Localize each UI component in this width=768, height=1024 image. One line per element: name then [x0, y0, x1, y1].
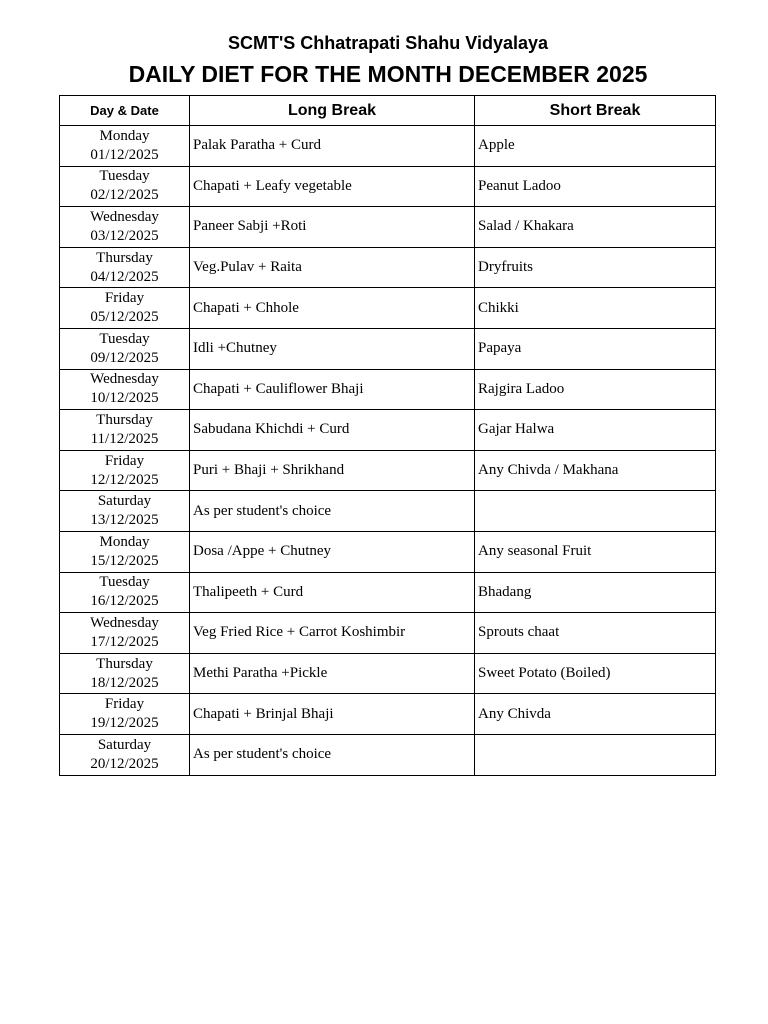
day-name: Friday — [104, 696, 145, 713]
short-break-cell: Chikki — [475, 288, 716, 329]
date: 03/12/2025 — [90, 227, 159, 244]
table-row — [60, 734, 716, 775]
day-name: Wednesday — [90, 208, 159, 225]
long-break-cell: Paneer Sabji +Roti — [190, 207, 475, 248]
short-break-cell: Gajar Halwa — [475, 410, 716, 451]
table-row — [60, 369, 716, 410]
day-name: Friday — [104, 290, 145, 307]
column-header-day-date: Day & Date — [60, 96, 190, 126]
column-header-long-break: Long Break — [190, 96, 475, 126]
day-date-cell — [60, 207, 190, 248]
table-row — [60, 613, 716, 654]
day-date-cell — [60, 572, 190, 613]
day-date-cell — [60, 166, 190, 207]
short-break-cell: Any Chivda — [475, 694, 716, 735]
long-break-cell: Palak Paratha + Curd — [190, 126, 475, 167]
day-name: Thursday — [96, 249, 153, 266]
date: 18/12/2025 — [90, 674, 159, 691]
short-break-cell: Salad / Khakara — [475, 207, 716, 248]
short-break-cell — [475, 734, 716, 775]
page-title: DAILY DIET FOR THE MONTH DECEMBER 2025 — [128, 61, 648, 87]
table-row — [60, 166, 716, 207]
day-date-cell — [60, 369, 190, 410]
date: 09/12/2025 — [90, 349, 159, 366]
column-header-short-break: Short Break — [475, 96, 716, 126]
table-row — [60, 328, 716, 369]
date: 04/12/2025 — [90, 268, 159, 285]
table-row — [60, 694, 716, 735]
diet-table — [59, 95, 716, 776]
day-name: Monday — [99, 127, 150, 144]
day-date-cell — [60, 328, 190, 369]
long-break-cell: Thalipeeth + Curd — [190, 572, 475, 613]
date: 13/12/2025 — [90, 512, 159, 529]
short-break-cell — [475, 491, 716, 532]
day-date-cell — [60, 531, 190, 572]
short-break-cell: Apple — [475, 126, 716, 167]
date: 05/12/2025 — [90, 309, 159, 326]
long-break-cell: Methi Paratha +Pickle — [190, 653, 475, 694]
table-body — [60, 126, 716, 776]
long-break-cell: Dosa /Appe + Chutney — [190, 531, 475, 572]
table-row — [60, 126, 716, 167]
short-break-cell: Dryfruits — [475, 247, 716, 288]
day-name: Tuesday — [99, 574, 150, 591]
day-name: Saturday — [97, 736, 152, 753]
day-name: Wednesday — [90, 371, 159, 388]
day-name: Thursday — [96, 411, 153, 428]
day-name: Friday — [104, 452, 145, 469]
day-date-cell — [60, 247, 190, 288]
table-row — [60, 450, 716, 491]
short-break-cell: Rajgira Ladoo — [475, 369, 716, 410]
day-name: Tuesday — [99, 168, 150, 185]
short-break-cell: Papaya — [475, 328, 716, 369]
date: 15/12/2025 — [90, 552, 159, 569]
long-break-cell: Sabudana Khichdi + Curd — [190, 410, 475, 451]
school-name: SCMT'S Chhatrapati Shahu Vidyalaya — [227, 33, 549, 53]
date: 12/12/2025 — [90, 471, 159, 488]
long-break-cell: Chapati + Chhole — [190, 288, 475, 329]
day-date-cell — [60, 410, 190, 451]
date: 02/12/2025 — [90, 187, 159, 204]
date: 17/12/2025 — [90, 633, 159, 650]
short-break-cell: Bhadang — [475, 572, 716, 613]
day-date-cell — [60, 126, 190, 167]
table-row — [60, 207, 716, 248]
day-date-cell — [60, 613, 190, 654]
long-break-cell: Chapati + Cauliflower Bhaji — [190, 369, 475, 410]
date: 16/12/2025 — [90, 593, 159, 610]
long-break-cell: As per student's choice — [190, 491, 475, 532]
table-row — [60, 653, 716, 694]
table-row — [60, 410, 716, 451]
day-date-cell — [60, 694, 190, 735]
day-date-cell — [60, 491, 190, 532]
day-name: Thursday — [96, 655, 153, 672]
long-break-cell: Chapati + Brinjal Bhaji — [190, 694, 475, 735]
short-break-cell: Sprouts chaat — [475, 613, 716, 654]
short-break-cell: Any Chivda / Makhana — [475, 450, 716, 491]
day-date-cell — [60, 450, 190, 491]
table-row — [60, 531, 716, 572]
day-name: Tuesday — [99, 330, 150, 347]
table-row — [60, 288, 716, 329]
table-row — [60, 572, 716, 613]
day-date-cell — [60, 653, 190, 694]
table-row — [60, 247, 716, 288]
date: 10/12/2025 — [90, 390, 159, 407]
day-name: Saturday — [97, 493, 152, 510]
long-break-cell: Veg.Pulav + Raita — [190, 247, 475, 288]
day-name: Monday — [99, 533, 150, 550]
long-break-cell: Puri + Bhaji + Shrikhand — [190, 450, 475, 491]
short-break-cell: Sweet Potato (Boiled) — [475, 653, 716, 694]
day-name: Wednesday — [90, 614, 159, 631]
table-row — [60, 491, 716, 532]
long-break-cell: Idli +Chutney — [190, 328, 475, 369]
long-break-cell: Chapati + Leafy vegetable — [190, 166, 475, 207]
short-break-cell: Any seasonal Fruit — [475, 531, 716, 572]
table-header-row — [60, 96, 716, 126]
date: 19/12/2025 — [90, 715, 159, 732]
day-date-cell — [60, 734, 190, 775]
date: 01/12/2025 — [90, 146, 159, 163]
short-break-cell: Peanut Ladoo — [475, 166, 716, 207]
long-break-cell: As per student's choice — [190, 734, 475, 775]
long-break-cell: Veg Fried Rice + Carrot Koshimbir — [190, 613, 475, 654]
date: 20/12/2025 — [90, 755, 159, 772]
day-date-cell — [60, 288, 190, 329]
date: 11/12/2025 — [90, 430, 159, 447]
